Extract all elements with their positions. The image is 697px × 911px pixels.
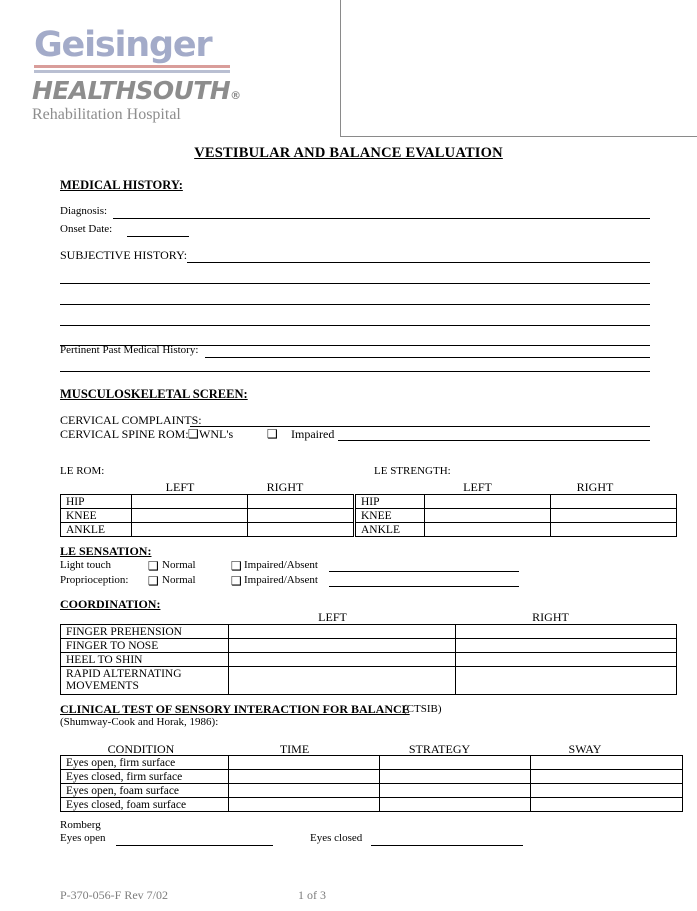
onset-date-label: Onset Date: — [60, 223, 113, 235]
table-row — [61, 653, 677, 667]
le-strength-table — [355, 494, 677, 537]
table-row — [356, 495, 677, 509]
table-row — [356, 523, 677, 537]
le-rom-title: LE ROM: — [60, 465, 105, 477]
pertinent-pmh-label: Pertinent Past Medical History: — [60, 344, 199, 356]
romberg-eyes-closed-line[interactable] — [371, 845, 523, 846]
light-touch-line[interactable] — [329, 571, 519, 572]
ctsib-cell-time[interactable] — [229, 784, 380, 798]
logo-tagline: Rehabilitation Hospital — [32, 106, 181, 123]
geisinger-wordmark: Geisinger — [34, 25, 212, 65]
coordination-cell-left[interactable] — [229, 667, 456, 695]
ctsib-cell-sway[interactable] — [531, 784, 683, 798]
subjective-history-line-3[interactable] — [60, 304, 650, 305]
coordination-cell-right[interactable] — [456, 639, 677, 653]
le-strength-row-label: ANKLE — [356, 523, 425, 537]
ctsib-cell-strategy[interactable] — [380, 756, 531, 770]
subjective-history-line-1[interactable] — [187, 262, 650, 263]
ctsib-col-time: TIME — [279, 742, 310, 756]
proprioception-line[interactable] — [329, 586, 519, 587]
ctsib-col-strategy: STRATEGY — [408, 742, 471, 756]
cervical-rom-label: CERVICAL SPINE ROM: — [60, 427, 189, 441]
table-row — [61, 784, 683, 798]
musculoskeletal-heading: MUSCULOSKELETAL SCREEN: — [60, 387, 248, 401]
ctsib-table — [60, 755, 683, 812]
table-row — [61, 639, 677, 653]
ctsib-cell-time[interactable] — [229, 756, 380, 770]
pertinent-pmh-line-2[interactable] — [60, 371, 650, 372]
le-rom-row-label: ANKLE — [61, 523, 132, 537]
ctsib-col-condition: CONDITION — [107, 742, 175, 756]
ctsib-cell-strategy[interactable] — [380, 784, 531, 798]
le-strength-cell-right[interactable] — [551, 495, 677, 509]
table-row — [61, 798, 683, 812]
le-strength-col-right: RIGHT — [576, 480, 614, 494]
subjective-history-line-4[interactable] — [60, 325, 650, 326]
coordination-col-left: LEFT — [318, 610, 347, 624]
romberg-eyes-closed-label: Eyes closed — [310, 832, 363, 844]
le-strength-title: LE STRENGTH: — [374, 465, 451, 477]
le-strength-row-label: HIP — [356, 495, 425, 509]
table-row — [61, 523, 354, 537]
le-rom-col-left: LEFT — [165, 480, 195, 494]
proprioception-label: Proprioception: — [60, 574, 129, 586]
coordination-row-label: FINGER PREHENSION — [61, 625, 229, 639]
le-rom-row-label: KNEE — [61, 509, 132, 523]
table-row — [61, 495, 354, 509]
coordination-row-label: HEEL TO SHIN — [61, 653, 229, 667]
ctsib-cell-sway[interactable] — [531, 770, 683, 784]
le-strength-cell-left[interactable] — [425, 495, 551, 509]
coordination-row-label: FINGER TO NOSE — [61, 639, 229, 653]
diagnosis-label: Diagnosis: — [60, 205, 108, 217]
coordination-cell-right[interactable] — [456, 625, 677, 639]
ctsib-row-label: Eyes open, foam surface — [61, 784, 229, 798]
ctsib-col-sway: SWAY — [568, 742, 602, 756]
page-title: VESTIBULAR AND BALANCE EVALUATION — [194, 145, 503, 161]
proprioception-normal-checkbox[interactable]: ❑ — [148, 574, 159, 588]
le-rom-table — [60, 494, 354, 537]
subjective-history-line-2[interactable] — [60, 283, 650, 284]
coordination-heading: COORDINATION: — [60, 597, 161, 611]
logo-red-bar — [34, 65, 230, 68]
registered-mark-icon: ® — [230, 89, 241, 102]
le-strength-col-left: LEFT — [463, 480, 492, 494]
le-rom-cell-left[interactable] — [132, 495, 248, 509]
coordination-cell-right[interactable] — [456, 667, 677, 695]
coordination-cell-left[interactable] — [229, 625, 456, 639]
patient-label-box — [340, 0, 697, 137]
coordination-col-right: RIGHT — [532, 610, 569, 624]
footer-page-number: 1 of 3 — [298, 888, 326, 902]
ctsib-cell-sway[interactable] — [531, 756, 683, 770]
ctsib-cell-strategy[interactable] — [380, 798, 531, 812]
ctsib-abbreviation: (CTSIB) — [403, 703, 442, 715]
coordination-row-label: RAPID ALTERNATING MOVEMENTS — [61, 667, 229, 695]
le-rom-cell-left[interactable] — [132, 509, 248, 523]
le-rom-cell-right[interactable] — [248, 509, 354, 523]
cervical-rom-line[interactable] — [338, 440, 650, 441]
le-strength-cell-right[interactable] — [551, 509, 677, 523]
coordination-cell-right[interactable] — [456, 653, 677, 667]
le-rom-cell-right[interactable] — [248, 495, 354, 509]
ctsib-citation: (Shumway-Cook and Horak, 1986): — [60, 716, 219, 728]
le-strength-cell-left[interactable] — [425, 523, 551, 537]
table-row — [61, 667, 677, 695]
cervical-rom-wnl-label: WNL's — [199, 427, 234, 441]
light-touch-impaired-checkbox[interactable]: ❑ — [231, 559, 242, 573]
table-row — [61, 770, 683, 784]
light-touch-label: Light touch — [60, 559, 112, 571]
table-row — [61, 625, 677, 639]
healthsouth-text: HEALTHSOUTH — [32, 76, 231, 105]
ctsib-cell-sway[interactable] — [531, 798, 683, 812]
medical-history-heading: MEDICAL HISTORY: — [60, 178, 183, 192]
proprioception-normal-label: Normal — [162, 574, 196, 586]
le-strength-cell-left[interactable] — [425, 509, 551, 523]
diagnosis-input-line[interactable] — [113, 218, 650, 219]
pertinent-pmh-line-1[interactable] — [205, 357, 650, 358]
le-rom-cell-right[interactable] — [248, 523, 354, 537]
table-row — [61, 756, 683, 770]
le-sensation-heading: LE SENSATION: — [60, 544, 152, 558]
table-row — [356, 509, 677, 523]
coordination-table — [60, 624, 677, 695]
ctsib-row-label: Eyes closed, firm surface — [61, 770, 229, 784]
le-strength-cell-right[interactable] — [551, 523, 677, 537]
ctsib-heading: CLINICAL TEST OF SENSORY INTERACTION FOR BALANCE — [60, 702, 410, 716]
coordination-cell-left[interactable] — [229, 639, 456, 653]
proprioception-impaired-label: Impaired/Absent — [244, 574, 318, 586]
proprioception-impaired-checkbox[interactable]: ❑ — [231, 574, 242, 588]
cervical-rom-impaired-checkbox[interactable]: ❑ — [267, 427, 278, 441]
hospital-logo — [30, 25, 260, 124]
ctsib-cell-time[interactable] — [229, 770, 380, 784]
le-rom-row-label: HIP — [61, 495, 132, 509]
logo-gray-bar — [34, 70, 230, 73]
romberg-heading: Romberg — [60, 819, 101, 831]
cervical-rom-impaired-label: Impaired — [291, 427, 335, 441]
light-touch-impaired-label: Impaired/Absent — [244, 559, 318, 571]
cervical-complaints-label: CERVICAL COMPLAINTS: — [60, 413, 202, 427]
romberg-eyes-open-line[interactable] — [116, 845, 273, 846]
ctsib-row-label: Eyes open, firm surface — [61, 756, 229, 770]
cervical-complaints-line[interactable] — [190, 426, 650, 427]
le-strength-row-label: KNEE — [356, 509, 425, 523]
footer-form-number: P-370-056-F Rev 7/02 — [60, 888, 168, 902]
ctsib-cell-strategy[interactable] — [380, 770, 531, 784]
romberg-eyes-open-label: Eyes open — [60, 832, 106, 844]
le-rom-cell-left[interactable] — [132, 523, 248, 537]
ctsib-row-label: Eyes closed, foam surface — [61, 798, 229, 812]
healthsouth-wordmark — [30, 76, 260, 105]
table-row — [61, 509, 354, 523]
cervical-rom-wnl-checkbox[interactable]: ❑ — [188, 427, 199, 441]
coordination-cell-left[interactable] — [229, 653, 456, 667]
light-touch-normal-label: Normal — [162, 559, 196, 571]
onset-date-input-line[interactable] — [127, 236, 189, 237]
subjective-history-label: SUBJECTIVE HISTORY: — [60, 248, 188, 262]
le-rom-col-right: RIGHT — [266, 480, 304, 494]
light-touch-normal-checkbox[interactable]: ❑ — [148, 559, 159, 573]
ctsib-cell-time[interactable] — [229, 798, 380, 812]
